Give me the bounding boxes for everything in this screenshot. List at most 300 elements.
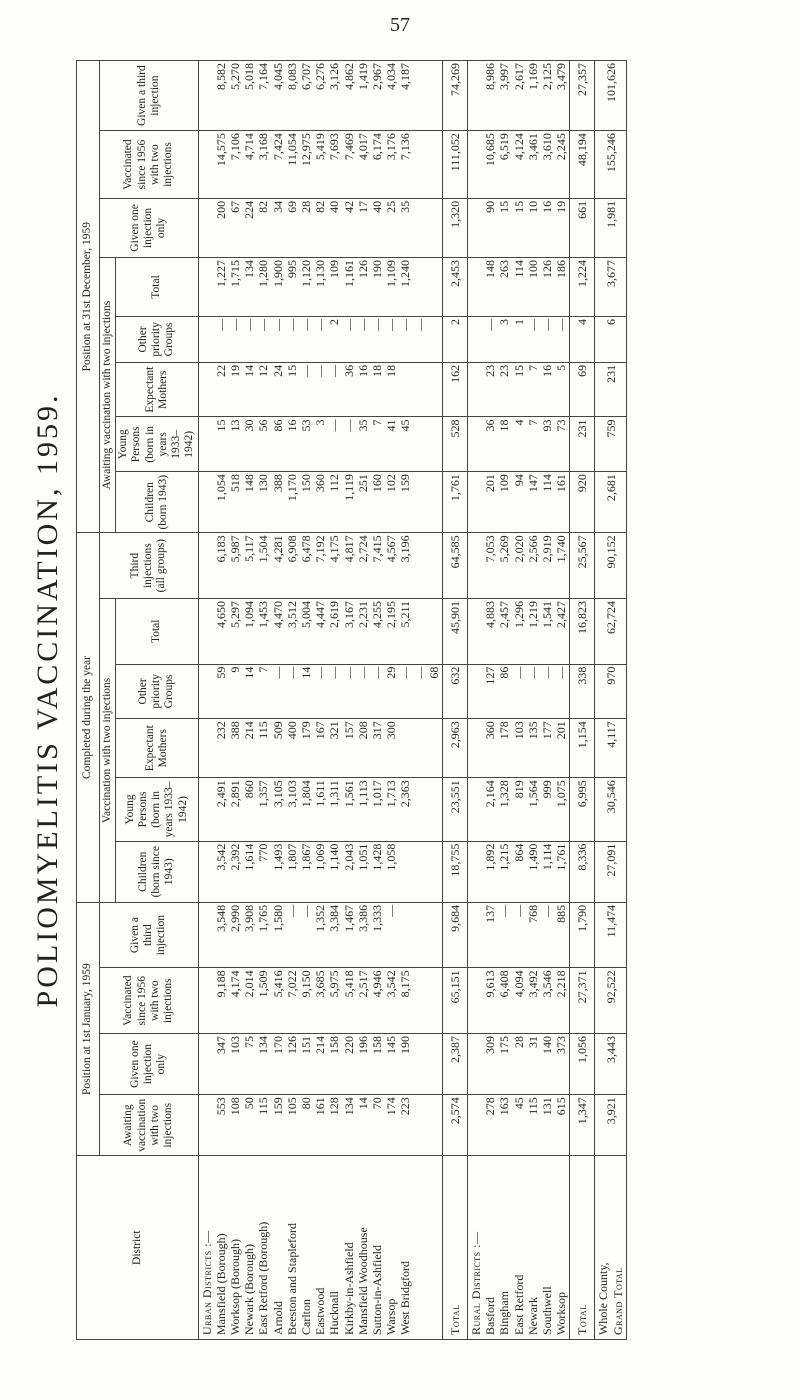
district-name: Worksop	[554, 1291, 569, 1335]
cell-value: 15	[497, 200, 512, 213]
rural-col-10	[467, 472, 569, 533]
cell-value: 45	[511, 1097, 526, 1110]
cell-value: 1,357	[256, 780, 271, 808]
cell-value: 112	[327, 474, 342, 492]
cell-value: 196	[355, 1035, 370, 1054]
grand-total-6: 4,117	[595, 719, 626, 778]
cell-value: —	[327, 666, 342, 679]
rural-col-0	[467, 1095, 569, 1156]
cell-value: 6,519	[497, 133, 512, 161]
cell-value: —	[313, 318, 328, 331]
grand-total-13: 6	[595, 316, 626, 362]
cell-value: 5,419	[313, 133, 328, 161]
total-header: Total	[116, 598, 198, 664]
cell-value: 214	[242, 721, 257, 740]
cell-value: 1,419	[355, 63, 370, 90]
cell-value: 3,479	[554, 63, 569, 90]
cell-value: —	[554, 318, 569, 331]
cell-value: 1,333	[369, 904, 384, 932]
rural-col-4	[467, 841, 569, 902]
cell-value: 1,113	[355, 780, 370, 807]
district-name: Newark (Borough)	[242, 1244, 257, 1335]
heading-spacer	[469, 1036, 483, 1092]
cell-value: 4,883	[483, 600, 498, 628]
grand-total-15: 1,981	[595, 198, 626, 257]
heading-spacer	[469, 721, 483, 775]
heading-spacer	[469, 63, 483, 128]
cell-value: 2,491	[213, 780, 228, 808]
cell-value: 9,150	[298, 970, 313, 998]
district-name: Warsop	[384, 1298, 399, 1335]
cell-value: 114	[540, 474, 554, 492]
cell-value: 82	[256, 200, 271, 213]
cell-value: 28	[298, 200, 313, 213]
cell-value: 18	[497, 419, 512, 432]
cell-value: 31	[525, 1035, 540, 1048]
grand-total-17: 101,626	[595, 61, 626, 131]
cell-value: —	[525, 318, 540, 331]
rural-total-label: Total	[570, 1156, 595, 1340]
cell-value: 2,363	[398, 780, 413, 808]
cell-value: 3,384	[327, 904, 342, 932]
rural-col-12	[467, 362, 569, 417]
cell-value: 12,975	[298, 133, 313, 167]
cell-value: 10	[525, 200, 540, 213]
cell-value: 768	[525, 904, 540, 923]
rural-total-14: 1,224	[570, 257, 595, 316]
cell-value: 263	[497, 259, 512, 278]
cell-value: 5,018	[242, 63, 257, 90]
cell-value: 14,575	[213, 133, 228, 167]
rural-total-7: 338	[570, 664, 595, 719]
cell-value: 224	[242, 200, 257, 219]
cell-value: 126	[355, 259, 370, 278]
district-name: East Retford (Borough)	[256, 1221, 271, 1335]
cell-value: 163	[497, 1097, 512, 1116]
cell-value: 1,058	[384, 843, 399, 871]
heading-spacer	[469, 970, 483, 1031]
grand-total-2: 92,522	[595, 968, 626, 1034]
cell-value: 1,280	[256, 259, 271, 287]
awaiting-two-header: Awaiting vaccination with two injections	[100, 1095, 199, 1156]
cell-value: 232	[213, 721, 228, 740]
cell-value: —	[525, 666, 540, 679]
cell-value: 16	[355, 364, 370, 377]
cell-value: 6,408	[497, 970, 512, 998]
rural-total-4: 8,336	[570, 841, 595, 902]
cell-value: 5	[554, 364, 569, 371]
rural-total-10: 920	[570, 472, 595, 533]
heading-spacer	[200, 133, 214, 196]
cell-value: 3,196	[398, 535, 413, 563]
cell-value: 4,174	[227, 970, 242, 998]
awaiting-vaccination-header: Awaiting vaccination with two injections	[100, 257, 116, 532]
cell-value: 90	[483, 200, 498, 213]
cell-value: 1,740	[554, 535, 569, 563]
cell-value: 14	[242, 364, 257, 377]
cell-value: 509	[270, 721, 285, 740]
cell-value: 70	[369, 1097, 384, 1110]
cell-value: 1,219	[525, 600, 540, 628]
rural-total-8: 16,823	[570, 598, 595, 664]
cell-value: 3,386	[355, 904, 370, 932]
cell-value: 4,567	[384, 535, 399, 563]
cell-value: 278	[483, 1097, 498, 1116]
urban-col-8	[198, 598, 442, 664]
rural-total-6: 1,154	[570, 719, 595, 778]
cell-value: 23	[483, 364, 498, 377]
rural-col-5	[467, 778, 569, 841]
cell-value: 14	[242, 666, 257, 679]
rural-total-row	[570, 61, 595, 1340]
heading-spacer	[200, 667, 214, 717]
urban-col-17	[198, 61, 442, 131]
cell-value: 19	[227, 364, 242, 377]
grand-total-16: 155,246	[595, 131, 626, 199]
cell-value: 34	[270, 200, 285, 213]
heading-spacer	[200, 1036, 214, 1092]
district-name: Newark	[525, 1297, 540, 1335]
cell-value: 1,867	[298, 843, 313, 871]
cell-value: —	[313, 666, 328, 679]
cell-value: 553	[213, 1097, 228, 1116]
page-number: 57	[390, 14, 410, 36]
rural-total-12: 69	[570, 362, 595, 417]
cell-value: 1,140	[327, 843, 342, 871]
grand-total-7: 970	[595, 664, 626, 719]
cell-value: —	[270, 318, 285, 331]
given-third-header: Given a third injection	[100, 902, 199, 968]
cell-value: 1,453	[256, 600, 271, 628]
cell-value: 2,724	[355, 535, 370, 563]
cell-value: 16	[540, 200, 554, 213]
urban-total-7: 632	[442, 664, 467, 719]
given-one-only-header: Given one injection only	[100, 1033, 199, 1094]
cell-value: 151	[298, 1035, 313, 1054]
cell-value: 2,231	[355, 600, 370, 628]
cell-value: 2,392	[227, 843, 242, 871]
cell-value: 5,211	[398, 600, 413, 628]
cell-value: 2,195	[384, 600, 399, 628]
cell-value: 1,807	[284, 843, 299, 871]
cell-value: 4,034	[384, 63, 399, 90]
cell-value: 1,892	[483, 843, 498, 871]
district-name: East Retford	[511, 1274, 526, 1335]
cell-value: 94	[511, 474, 526, 487]
rural-total-13: 4	[570, 316, 595, 362]
cell-value: 161	[554, 474, 569, 493]
cell-value: 5,297	[227, 600, 242, 628]
cell-value: 53	[298, 419, 313, 432]
grand-total-12: 231	[595, 362, 626, 417]
rural-col-15	[467, 198, 569, 257]
cell-value: —	[313, 364, 328, 377]
urban-total-2: 65,151	[442, 968, 467, 1034]
urban-total-6: 2,963	[442, 719, 467, 778]
cell-value: 1,161	[341, 259, 356, 287]
heading-spacer	[469, 844, 483, 900]
cell-value: 300	[384, 721, 399, 740]
cell-value: —	[369, 666, 384, 679]
heading-spacer	[469, 905, 483, 966]
cell-value: 4,187	[398, 63, 413, 90]
heading-spacer	[469, 365, 483, 415]
cell-value: 1,120	[298, 259, 313, 287]
cell-value: 115	[256, 721, 271, 739]
cell-value: 360	[483, 721, 498, 740]
heading-spacer	[469, 780, 483, 838]
cell-value: 995	[284, 259, 299, 278]
end-given-third-header: Given a third injection	[100, 61, 199, 131]
cell-value: 2,967	[369, 63, 384, 90]
cell-value: 159	[398, 474, 413, 493]
cell-value: 17	[355, 200, 370, 213]
urban-col-16	[198, 131, 442, 199]
cell-value: 2,619	[327, 600, 342, 628]
cell-value: —	[227, 318, 242, 331]
cell-value: 19	[554, 200, 569, 213]
cell-value: 67	[227, 200, 242, 213]
cell-value: 5,004	[298, 600, 313, 628]
cell-value: 158	[369, 1035, 384, 1054]
cell-value: 131	[540, 1097, 554, 1116]
urban-total-5: 23,551	[442, 778, 467, 841]
rural-total-11: 231	[570, 417, 595, 472]
heading-spacer	[469, 419, 483, 469]
rural-heading: Rural Districts :—	[468, 1231, 483, 1335]
rural-col-7	[467, 664, 569, 719]
heading-spacer	[469, 601, 483, 662]
cell-value: —	[554, 666, 569, 679]
cell-value: 9,188	[213, 970, 228, 998]
cell-value: 30	[242, 419, 257, 432]
cell-value: 3,542	[213, 843, 228, 871]
cell-value: 201	[554, 721, 569, 740]
heading-spacer	[469, 133, 483, 196]
cell-value: 73	[554, 419, 569, 432]
cell-value: —	[270, 666, 285, 679]
cell-value: 22	[213, 364, 228, 377]
cell-value: 103	[511, 721, 526, 740]
cell-value: 860	[242, 780, 257, 799]
grand-label-2: Grand Total	[610, 1267, 625, 1335]
cell-value: 59	[213, 666, 228, 679]
cell-value: 220	[341, 1035, 356, 1054]
district-name: Carlton	[298, 1299, 313, 1335]
table-body	[198, 61, 626, 1340]
cell-value: 2,990	[227, 904, 242, 932]
rural-col-17	[467, 61, 569, 131]
rural-total-16: 48,194	[570, 131, 595, 199]
cell-value: 128	[327, 1097, 342, 1116]
cell-value: 8,175	[398, 970, 413, 998]
district-name: Southwell	[540, 1286, 554, 1335]
cell-value: 2,218	[554, 970, 569, 998]
cell-value: 2,020	[511, 535, 526, 563]
rural-col-13	[467, 316, 569, 362]
cell-value: 1,765	[256, 904, 271, 932]
urban-heading: Urban Districts :—	[199, 1230, 214, 1335]
cell-value: 160	[369, 474, 384, 493]
cell-value: —	[298, 904, 313, 917]
rotated-table-page	[30, 60, 770, 1340]
cell-value: 2,517	[355, 970, 370, 998]
rural-col-6	[467, 719, 569, 778]
cell-value: 5,416	[270, 970, 285, 998]
district-name: Beeston and Stapleford	[284, 1223, 299, 1335]
vaccinated-since-1956-header: Vaccinated since 1956 with two injections	[100, 968, 199, 1034]
cell-value: 1,169	[525, 63, 540, 90]
completed-during-year-header: Completed during the year	[77, 533, 100, 902]
cell-value: 1,130	[313, 259, 328, 287]
cell-value: 108	[227, 1097, 242, 1116]
grand-total-9: 90,152	[595, 533, 626, 599]
cell-value: —	[540, 666, 554, 679]
cell-value: 1,713	[384, 780, 399, 808]
cell-value: 7	[369, 419, 384, 426]
cell-value: 8,083	[284, 63, 299, 90]
cell-value: 251	[355, 474, 370, 493]
cell-value: 16	[540, 364, 554, 377]
cell-value: 2,457	[497, 600, 512, 628]
cell-value: 1,804	[298, 780, 313, 808]
heading-spacer	[200, 365, 214, 415]
end-total-header: Total	[116, 257, 198, 316]
heading-spacer	[200, 844, 214, 900]
cell-value: 3,176	[384, 133, 399, 161]
rural-total-9: 25,567	[570, 533, 595, 599]
cell-value: —	[284, 904, 299, 917]
grand-total-row	[595, 61, 626, 1340]
cell-value: 2,919	[540, 535, 554, 563]
cell-value: 114	[511, 259, 526, 278]
cell-value: 158	[327, 1035, 342, 1054]
rural-total-17: 27,357	[570, 61, 595, 131]
cell-value: 1,561	[341, 780, 356, 808]
grand-total-14: 3,677	[595, 257, 626, 316]
cell-value: 86	[497, 666, 512, 679]
cell-value: —	[242, 318, 257, 331]
cell-value: 147	[525, 474, 540, 493]
cell-value: 223	[398, 1097, 413, 1116]
cell-value: 3,997	[497, 63, 512, 90]
cell-value: 3,167	[341, 600, 356, 628]
grand-total-5: 30,546	[595, 778, 626, 841]
cell-value: 1,311	[327, 780, 342, 807]
cell-value: 1,119	[341, 474, 356, 501]
district-name: Hucknall	[327, 1291, 342, 1335]
grand-label-1: Whole County,	[596, 1262, 611, 1335]
cell-value: 1,017	[369, 780, 384, 808]
cell-value: —	[511, 904, 526, 917]
cell-value: 1,215	[497, 843, 512, 871]
cell-value: 157	[341, 721, 356, 740]
district-header: District	[77, 1156, 199, 1340]
cell-value: 174	[384, 1097, 399, 1116]
cell-value: 5,269	[497, 535, 512, 563]
cell-value: —	[540, 318, 554, 331]
rural-total-3: 1,790	[570, 902, 595, 968]
heading-spacer	[200, 970, 214, 1031]
cell-value: 190	[398, 1035, 413, 1054]
cell-value: 5,117	[242, 535, 257, 562]
urban-col-6	[198, 719, 442, 778]
cell-value: 56	[256, 419, 271, 432]
urban-col-9	[198, 533, 442, 599]
cell-value: 167	[313, 721, 328, 740]
cell-value: 214	[313, 1035, 328, 1054]
heading-spacer	[469, 1097, 483, 1153]
urban-total-17: 74,269	[442, 61, 467, 131]
cell-value: 4,650	[213, 600, 228, 628]
urban-total-10: 1,761	[442, 472, 467, 533]
cell-value: —	[540, 904, 554, 917]
cell-value: 4,045	[270, 63, 285, 90]
cell-value: 130	[256, 474, 271, 493]
cell-value: 2,566	[525, 535, 540, 563]
cell-value: 1,900	[270, 259, 285, 287]
heading-spacer	[469, 535, 483, 596]
cell-value: 1,428	[369, 843, 384, 871]
cell-value: 9	[227, 666, 242, 673]
cell-value: —	[284, 666, 299, 679]
urban-col-11	[198, 417, 442, 472]
cell-value: 8,986	[483, 63, 498, 90]
cell-value: —	[384, 318, 399, 331]
heading-spacer	[469, 319, 483, 360]
cell-value: 1,352	[313, 904, 328, 932]
cell-value: 2,043	[341, 843, 356, 871]
urban-total-1: 2,387	[442, 1033, 467, 1094]
cell-value: 7,164	[256, 63, 271, 90]
cell-value: 24	[270, 364, 285, 377]
cell-value: 10,685	[483, 133, 498, 167]
cell-value: 7,106	[227, 133, 242, 161]
urban-total-row	[442, 61, 467, 1340]
cell-value: —	[298, 318, 313, 331]
end-young-persons-header: Young Persons (born in years 1933–1942)	[116, 417, 198, 472]
cell-value: 317	[369, 721, 384, 740]
cell-value: —	[412, 318, 427, 331]
cell-value: 35	[355, 419, 370, 432]
cell-value: 2,125	[540, 63, 554, 90]
heading-spacer	[200, 419, 214, 469]
cell-value: 6,174	[369, 133, 384, 161]
urban-total-8: 45,901	[442, 598, 467, 664]
rural-col-14	[467, 257, 569, 316]
heading-spacer	[200, 260, 214, 314]
cell-value: 819	[511, 780, 526, 799]
cell-value: —	[341, 666, 356, 679]
grand-total-0: 3,921	[595, 1095, 626, 1156]
cell-value: —	[483, 318, 498, 331]
third-all-header: Third injections (all groups)	[100, 533, 199, 599]
cell-value: 50	[242, 1097, 257, 1110]
cell-value: 1,328	[497, 780, 512, 808]
heading-spacer	[469, 474, 483, 530]
cell-value: 7,469	[341, 133, 356, 161]
cell-value: —	[256, 318, 271, 331]
cell-value: —	[355, 666, 370, 679]
heading-spacer	[469, 260, 483, 314]
cell-value: 7,424	[270, 133, 285, 161]
cell-value: 1,611	[313, 780, 328, 807]
rural-districts-row	[467, 61, 569, 1340]
cell-value: 148	[242, 474, 257, 493]
cell-value: 4,447	[313, 600, 328, 628]
cell-value: 1,761	[554, 843, 569, 871]
cell-value: 135	[525, 721, 540, 740]
